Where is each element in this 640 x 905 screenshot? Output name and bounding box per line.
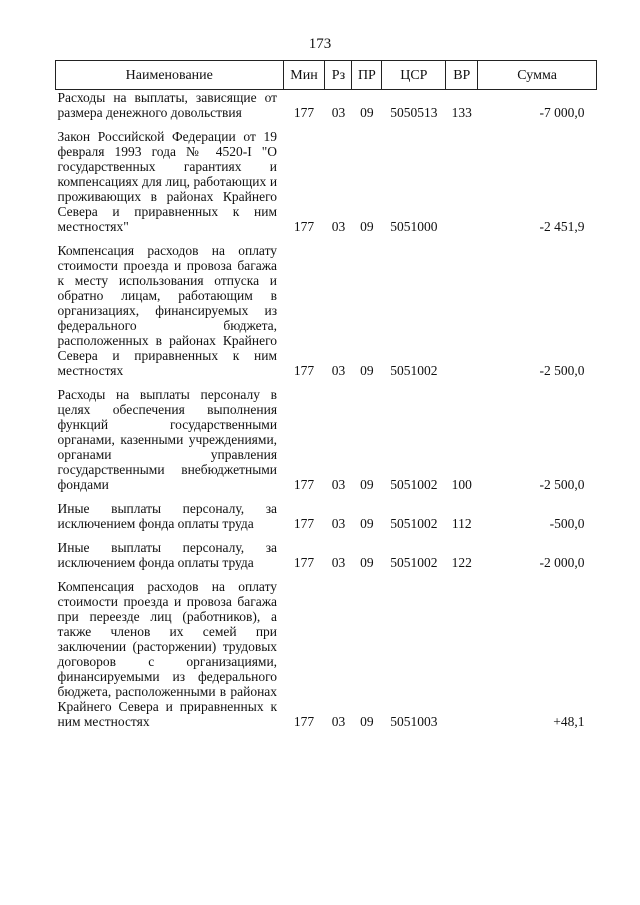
cell-name: Компенсация расходов на оплату стоимости проезда и провоза багажа при переезде лиц (работников), а также членов их семей при заключении (расторжении) трудовых договоров с организациями, финансируемыми из федерального бюджета, расположенными в районах Крайнего Севера и приравненных к ним местностях — [57, 579, 278, 729]
header-csr: ЦСР — [382, 61, 446, 90]
cell-sum: -2 000,0 — [539, 555, 585, 570]
cell-sum: -2 500,0 — [539, 363, 585, 378]
cell-sum: -7 000,0 — [539, 105, 585, 120]
cell-vr: 133 — [451, 105, 472, 120]
header-min: Мин — [283, 61, 325, 90]
table-row — [56, 90, 597, 130]
cell-rz: 03 — [331, 714, 346, 729]
table-row — [56, 579, 597, 738]
header-sum: Сумма — [478, 61, 597, 90]
cell-csr: 5051000 — [390, 219, 438, 234]
table-row — [56, 243, 597, 387]
cell-sum: -2 451,9 — [539, 219, 585, 234]
cell-vr: 112 — [451, 516, 472, 531]
cell-csr: 5051002 — [390, 363, 438, 378]
cell-rz: 03 — [331, 477, 346, 492]
table-row — [56, 387, 597, 501]
cell-min: 177 — [293, 363, 315, 378]
cell-vr — [446, 579, 478, 738]
cell-sum: +48,1 — [553, 714, 585, 729]
cell-pr: 09 — [360, 714, 374, 729]
cell-csr: 5051002 — [390, 555, 438, 570]
table-body — [56, 90, 597, 739]
cell-pr: 09 — [360, 105, 374, 120]
cell-min: 177 — [293, 105, 315, 120]
cell-min: 177 — [293, 714, 315, 729]
cell-pr: 09 — [360, 219, 374, 234]
cell-min: 177 — [293, 555, 315, 570]
header-name: Наименование — [56, 61, 284, 90]
cell-name: Иные выплаты персоналу, за исключением фонда оплаты труда — [57, 540, 278, 570]
cell-name: Компенсация расходов на оплату стоимости проезда и провоза багажа к месту использования отпуска и обратно лицам, работающим в организациях, финансируемых из федерального бюджета, расположенных в районах Крайнего Севера и приравненных к ним местностях — [57, 243, 278, 378]
cell-name: Закон Российской Федерации от 19 февраля 1993 года № 4520-I "О государственных гарантиях и компенсациях для лиц, работающих и проживающих в районах Крайнего Севера и приравненных к ним местностях" — [57, 129, 278, 234]
cell-rz: 03 — [331, 219, 346, 234]
cell-pr: 09 — [360, 477, 374, 492]
cell-min: 177 — [293, 477, 315, 492]
cell-pr: 09 — [360, 555, 374, 570]
cell-vr: 100 — [451, 477, 472, 492]
cell-csr: 5050513 — [390, 105, 438, 120]
cell-csr: 5051002 — [390, 516, 438, 531]
cell-pr: 09 — [360, 516, 374, 531]
table-row — [56, 540, 597, 579]
cell-rz: 03 — [331, 105, 346, 120]
cell-sum: -500,0 — [549, 516, 585, 531]
cell-rz: 03 — [331, 516, 346, 531]
cell-min: 177 — [293, 516, 315, 531]
cell-rz: 03 — [331, 363, 346, 378]
header-vr: ВР — [446, 61, 478, 90]
cell-sum: -2 500,0 — [539, 477, 585, 492]
page-number: 173 — [308, 36, 332, 52]
table-row — [56, 501, 597, 540]
cell-vr — [446, 129, 478, 243]
cell-rz: 03 — [331, 555, 346, 570]
table-row — [56, 129, 597, 243]
cell-pr: 09 — [360, 363, 374, 378]
budget-table — [55, 60, 597, 738]
cell-name: Иные выплаты персоналу, за исключением фонда оплаты труда — [57, 501, 278, 531]
cell-vr: 122 — [451, 555, 472, 570]
header-pr: ПР — [352, 61, 382, 90]
cell-name: Расходы на выплаты персоналу в целях обеспечения выполнения функций государственными органами, казенными учреждениями, органами управления государственными внебюджетными фондами — [57, 387, 278, 492]
table-header — [56, 61, 597, 90]
cell-vr — [446, 243, 478, 387]
header-rz: Рз — [325, 61, 352, 90]
cell-csr: 5051002 — [390, 477, 438, 492]
cell-csr: 5051003 — [390, 714, 438, 729]
cell-min: 177 — [293, 219, 315, 234]
cell-name: Расходы на выплаты, зависящие от размера денежного довольствия — [57, 90, 278, 120]
